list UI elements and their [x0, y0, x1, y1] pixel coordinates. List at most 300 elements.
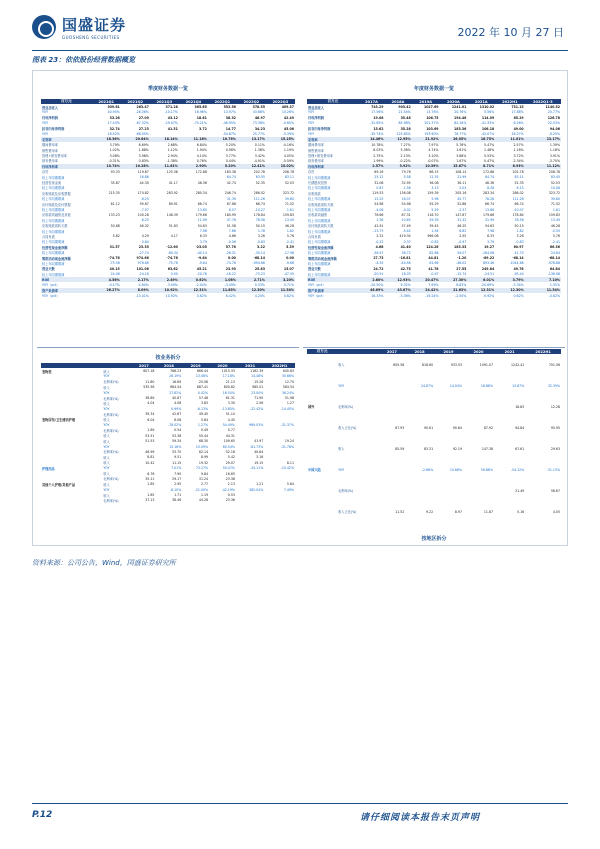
- table-cell: 286.02: [512, 191, 524, 196]
- table-cell: [92, 293, 121, 298]
- table-cell: 2.57%: [513, 142, 524, 147]
- row-label: 销售费用率: [42, 148, 58, 153]
- quarterly-panel: [37, 75, 299, 345]
- table-cell: 0.62%: [283, 293, 294, 298]
- table-cell: -2.41: [285, 239, 294, 244]
- row-label: 较上年同期增减: [42, 261, 65, 266]
- table-cell: 90.61: [423, 425, 434, 430]
- table-cell: 172.88: [195, 169, 207, 174]
- table-cell: -7.57: [140, 207, 149, 212]
- table-cell: -75.76: [167, 261, 178, 266]
- table-cell: 18.14%: [150, 137, 179, 142]
- column-header: 2021Q2: [121, 99, 150, 104]
- table-cell: 16.52%: [107, 132, 120, 137]
- table-cell: -16.22: [225, 272, 236, 277]
- row-label: 资产负债率: [41, 288, 92, 293]
- row-label: YOY: [308, 132, 315, 137]
- table-cell: 49.45: [198, 412, 209, 417]
- table-cell: 46.28: [284, 223, 294, 228]
- table-cell: 116.70: [427, 212, 439, 217]
- table-cell: 5.36%: [400, 148, 411, 153]
- table-cell: 11.01%: [495, 137, 524, 142]
- table-cell: -34.11%: [249, 466, 264, 471]
- table-cell: 1.21: [256, 482, 264, 487]
- table-cell: 249.84: [481, 266, 495, 271]
- table-cell: -16.81: [399, 256, 411, 261]
- table-cell: 54.63: [197, 223, 207, 228]
- table-cell: 21.49: [515, 488, 525, 493]
- row-label: 较上年同期增减: [42, 175, 65, 180]
- row-label: YOY: [308, 121, 315, 126]
- table-cell: -46.02: [456, 261, 467, 266]
- table-cell: -3.09%: [166, 282, 178, 287]
- row-label: 存货: [42, 170, 49, 175]
- annual-panel: [303, 75, 565, 345]
- table-cell: 12.95%: [384, 137, 411, 142]
- table-row: [41, 498, 295, 503]
- table-cell: 21.54%: [398, 110, 411, 115]
- table-cell: 1.61: [286, 207, 294, 212]
- row-label: 较上年同期增减: [42, 218, 65, 223]
- table-cell: 92.19: [452, 446, 462, 451]
- table-cell: -40.14: [196, 250, 207, 255]
- table-cell: 78.56: [255, 218, 265, 223]
- table-cell: 11.85%: [208, 288, 237, 293]
- table-cell: 9.84: [200, 471, 209, 476]
- metric-label: 毛利率(%): [103, 396, 119, 401]
- table-cell: 54.98: [401, 202, 411, 207]
- table-cell: -3.70%: [548, 158, 560, 163]
- row-label: 较上年同期增减: [308, 251, 331, 256]
- table-cell: 1310.02: [479, 105, 495, 110]
- table-cell: 90.84: [452, 425, 462, 430]
- table-cell: 76.66: [374, 212, 384, 217]
- table-cell: 40.15: [109, 266, 120, 271]
- table-cell: 52.03: [284, 180, 294, 185]
- table-cell: 61.31: [225, 396, 235, 401]
- row-label: 较上年同期增减: [308, 218, 331, 223]
- table-cell: 67.68: [226, 202, 236, 207]
- table-cell: 3.79: [199, 239, 207, 244]
- row-label: 财务费用率: [308, 159, 324, 164]
- table-cell: 193.90%: [424, 132, 439, 137]
- table-cell: 24.06: [110, 272, 120, 277]
- table-cell: -2.50%: [455, 293, 467, 298]
- table-cell: -15.74: [456, 272, 467, 277]
- table-cell: 309.61: [107, 105, 120, 110]
- metric-label: 收入: [103, 401, 110, 406]
- metric-label: 收入: [103, 493, 110, 498]
- metric-label: YOY: [103, 487, 110, 492]
- table-cell: -35.14: [254, 250, 265, 255]
- column-header: 2021Q3: [150, 99, 179, 104]
- table-cell: 18.03: [401, 272, 411, 277]
- table-row: [307, 501, 561, 522]
- table-cell: 9.51: [174, 455, 182, 460]
- metric-label: 毛利率(%): [338, 405, 354, 410]
- table-cell: 60.54%: [222, 444, 235, 449]
- table-cell: 6.76: [147, 471, 155, 476]
- table-cell: 903.42: [398, 105, 411, 110]
- company-logo: [32, 14, 126, 40]
- table-cell: -68.14: [512, 256, 524, 261]
- table-cell: 119.67: [137, 169, 149, 174]
- table-cell: 26.19%: [169, 374, 182, 379]
- table-cell: -9.66: [285, 261, 294, 266]
- table-cell: 553.56: [223, 105, 236, 110]
- row-label: 扣非归母净利润: [42, 127, 65, 132]
- table-cell: 57.76: [225, 245, 236, 250]
- row-label: 较上年同期增减: [42, 240, 65, 245]
- table-cell: 27.30%: [440, 277, 468, 282]
- region-panel: [303, 349, 565, 543]
- footer-divider: [32, 803, 568, 804]
- table-cell: [463, 396, 494, 417]
- table-cell: [236, 498, 264, 503]
- table-cell: 1.85: [147, 493, 155, 498]
- table-cell: 1.82: [286, 229, 294, 234]
- metric-label: 收入: [103, 369, 110, 374]
- segment-label: [41, 498, 102, 503]
- table-cell: 966.08: [427, 234, 439, 239]
- table-cell: 11.54%: [525, 288, 561, 293]
- table-cell: -54.12%: [510, 467, 525, 472]
- metric-label: 毛利率(%): [103, 380, 119, 385]
- table-cell: -66.05%: [135, 132, 149, 137]
- table-cell: -2.34%: [512, 158, 524, 163]
- table-cell: 52.03: [550, 180, 560, 185]
- table-cell: 283.34: [483, 191, 495, 196]
- table-cell: 78.56: [514, 218, 524, 223]
- quarterly-table: [41, 99, 295, 298]
- table-cell: 6.57: [228, 207, 236, 212]
- table-cell: 371.28: [165, 105, 178, 110]
- table-cell: 8.97: [454, 509, 462, 514]
- table-cell: -0.07%: [427, 158, 439, 163]
- table-cell: 21.13: [225, 379, 235, 384]
- table-cell: 46.36: [197, 180, 207, 185]
- table-cell: 52.88: [457, 202, 467, 207]
- table-cell: 119.53: [372, 191, 384, 196]
- table-cell: 63.55: [255, 175, 265, 180]
- table-cell: 29.39: [429, 218, 439, 223]
- table-cell: 3.79%: [109, 142, 120, 147]
- table-cell: 13.76%: [426, 110, 439, 115]
- table-cell: 13.49: [284, 218, 294, 223]
- table-cell: 323.72: [282, 191, 294, 196]
- table-cell: 731.15: [511, 105, 524, 110]
- table-cell: 12.30%: [495, 288, 524, 293]
- segment-label: 宠物垫: [42, 369, 52, 374]
- table-cell: 15.02%: [266, 164, 295, 169]
- table-cell: 26.05%: [440, 137, 468, 142]
- annual-table: [307, 99, 561, 298]
- table-cell: -13.41%: [135, 293, 149, 298]
- column-header: 百万元: [307, 349, 337, 354]
- table-cell: -78.02%: [167, 422, 182, 427]
- table-cell: 18.83: [515, 404, 525, 409]
- table-cell: 50.15: [255, 223, 265, 228]
- table-cell: 1.35%: [549, 282, 560, 287]
- table-cell: 16.50%: [222, 390, 235, 395]
- table-cell: 208.78: [282, 169, 294, 174]
- table-cell: 2.56: [256, 401, 264, 406]
- table-cell: 1.94%: [196, 148, 207, 153]
- table-cell: 111.26: [253, 196, 265, 201]
- table-cell: 1.71: [174, 493, 182, 498]
- table-cell: 1140.52: [545, 105, 560, 110]
- table-cell: 0.47%: [484, 158, 495, 163]
- table-cell: 3.30: [227, 401, 235, 406]
- table-cell: -2.04%: [195, 282, 207, 287]
- logo-name: 国盛证券: [62, 16, 127, 34]
- row-label: 归母净利润: [308, 116, 324, 121]
- table-cell: 46.99: [145, 449, 155, 454]
- table-cell: 10.66%: [449, 467, 462, 472]
- table-cell: 71.52: [550, 202, 560, 207]
- table-cell: 1.67%: [456, 158, 467, 163]
- table-cell: 44.30: [139, 180, 149, 185]
- segment-label: [307, 375, 337, 396]
- table-cell: 64.74: [485, 175, 495, 180]
- table-cell: 79.76: [401, 169, 411, 174]
- table-cell: -6.25: [140, 196, 149, 201]
- table-cell: 2.31: [376, 234, 384, 239]
- table-cell: 43.12: [167, 115, 178, 120]
- table-cell: 2.68%: [167, 142, 178, 147]
- metric-label: 毛利率(%): [103, 428, 119, 433]
- table-cell: 52.35: [255, 180, 265, 185]
- table-cell: -0.83: [256, 239, 265, 244]
- table-cell: 3.79: [487, 239, 495, 244]
- table-cell: 743.29: [371, 105, 384, 110]
- table-cell: 159.83: [282, 212, 294, 217]
- metric-label: 收入: [103, 455, 110, 460]
- table-cell: 27.55: [456, 266, 467, 271]
- row-label: YOY: [42, 132, 49, 137]
- table-cell: 10.92%: [150, 288, 179, 293]
- table-cell: 31.57: [109, 245, 120, 250]
- column-header: 2021Q1: [92, 99, 121, 104]
- table-cell: 50.47%: [222, 466, 235, 471]
- table-cell: 29.63: [550, 446, 560, 451]
- table-cell: -0.22: [375, 239, 384, 244]
- table-cell: 1015.33: [221, 369, 235, 374]
- metric-label: 收入: [103, 439, 110, 444]
- table-cell: 13.87%: [512, 383, 525, 388]
- panel-divider: [37, 347, 299, 348]
- table-cell: 0.00: [228, 256, 236, 261]
- table-cell: 16.75%: [467, 137, 495, 142]
- table-cell: [378, 459, 405, 480]
- table-cell: 1242.41: [511, 362, 525, 367]
- table-cell: 12.41%: [237, 164, 266, 169]
- table-cell: 5.39: [286, 245, 294, 250]
- table-cell: 32.08: [374, 180, 384, 185]
- table-cell: -46.95%: [222, 121, 236, 126]
- table-cell: -2.41: [551, 239, 560, 244]
- row-label: 合同负债: [42, 234, 55, 239]
- table-cell: 65.29: [513, 115, 524, 120]
- table-cell: 35.87: [110, 180, 120, 185]
- table-cell: 183.36: [454, 126, 467, 131]
- table-cell: 20.76%: [454, 110, 467, 115]
- table-cell: 36.08: [429, 180, 439, 185]
- table-cell: 246.74: [224, 191, 236, 196]
- table-cell: 6.69%: [138, 142, 149, 147]
- column-header: 2021: [494, 349, 525, 354]
- table-cell: 3.08%: [109, 153, 120, 158]
- table-cell: 5.56%: [484, 110, 495, 115]
- row-label: 应付账款周转天数: [308, 224, 334, 229]
- table-cell: -164.06: [481, 250, 495, 255]
- table-cell: 15.07: [283, 266, 294, 271]
- table-cell: 51.83: [168, 223, 178, 228]
- column-header: 2017: [132, 363, 155, 368]
- table-cell: -3.49%: [224, 282, 236, 287]
- quarterly-title: 季度财务数据一览: [147, 86, 188, 92]
- table-cell: -4.06: [375, 207, 384, 212]
- table-cell: 38.46: [172, 498, 182, 503]
- table-cell: 2.13: [227, 482, 235, 487]
- table-cell: 11.54%: [266, 288, 295, 293]
- table-cell: -42.19%: [221, 487, 235, 492]
- table-cell: 9.32%: [400, 282, 411, 287]
- table-cell: 6.01%: [467, 277, 495, 282]
- table-cell: 1.99%: [373, 158, 384, 163]
- metric-label: 毛利率(%): [103, 477, 119, 482]
- metric-label: 收入: [103, 482, 110, 487]
- table-cell: 61.12: [110, 202, 120, 207]
- metric-label: 毛利率(%): [103, 412, 119, 417]
- table-cell: -32.65%: [370, 121, 384, 126]
- table-cell: 18.36%: [92, 137, 121, 142]
- table-cell: 60.97: [513, 245, 524, 250]
- table-cell: 2.55: [459, 234, 467, 239]
- table-cell: -17.98: [283, 250, 294, 255]
- table-cell: 1162.39: [250, 369, 264, 374]
- table-cell: -20.91: [373, 272, 384, 277]
- table-cell: 4.04: [147, 401, 155, 406]
- table-cell: 45.21: [196, 266, 207, 271]
- table-cell: 21.92%: [412, 137, 440, 142]
- table-cell: 59.88%: [480, 467, 493, 472]
- table-cell: 83.11: [514, 175, 524, 180]
- table-cell: 83.31: [423, 446, 434, 451]
- row-label: 归母净利率: [307, 164, 359, 169]
- table-cell: 8.11: [286, 460, 294, 465]
- column-header: 2018A: [384, 99, 411, 104]
- table-cell: 818.60: [421, 362, 434, 367]
- table-cell: 180.99: [224, 212, 236, 217]
- table-cell: -0.83: [430, 239, 439, 244]
- table-cell: 3.20%: [266, 277, 295, 282]
- table-cell: 18.61: [196, 115, 207, 120]
- table-cell: 15.25%: [266, 137, 295, 142]
- table-cell: 42.75: [400, 266, 411, 271]
- table-cell: 607.18: [143, 369, 155, 374]
- table-cell: -44.56: [400, 261, 411, 266]
- table-cell: 12.31%: [179, 288, 208, 293]
- metric-label: 收入: [103, 434, 110, 439]
- row-label: 资产负债率: [307, 288, 359, 293]
- table-cell: 30.66%: [281, 374, 294, 379]
- metric-label: 毛利率(%): [103, 450, 119, 455]
- logo-english: GUOSHENG SECURITIES: [62, 35, 120, 40]
- column-header: 2020: [463, 349, 494, 354]
- header-divider: [32, 50, 568, 51]
- table-cell: 16.65: [225, 471, 235, 476]
- table-cell: 32.95: [401, 180, 411, 185]
- table-cell: 6.84%: [196, 142, 207, 147]
- table-cell: 687.41: [196, 385, 209, 390]
- table-cell: 208.78: [548, 169, 560, 174]
- table-cell: 12.25: [374, 196, 384, 201]
- table-cell: 86.15: [429, 169, 439, 174]
- table-cell: 2.90%: [179, 164, 208, 169]
- table-cell: 194.46: [454, 115, 467, 120]
- table-cell: 51.98: [284, 396, 294, 401]
- metric-label: 收入: [338, 363, 345, 368]
- table-cell: 7.69%: [428, 282, 439, 287]
- table-cell: 0.11%: [254, 142, 265, 147]
- table-cell: -95.44: [513, 272, 524, 277]
- column-header: 2021: [236, 363, 264, 368]
- table-cell: 7.98: [487, 229, 495, 234]
- table-cell: -4.91%: [253, 158, 265, 163]
- table-cell: 12.93%: [384, 277, 411, 282]
- business-panel: [37, 349, 299, 543]
- table-cell: -16.27%: [510, 132, 524, 137]
- table-cell: 62.14: [198, 449, 209, 454]
- table-cell: 29.17: [172, 476, 182, 481]
- table-cell: 3.22: [257, 245, 265, 250]
- column-header: 百万元: [41, 99, 92, 104]
- metric-label: 收入: [103, 472, 110, 476]
- table-cell: -20.69%: [480, 282, 495, 287]
- table-cell: 584.54: [282, 385, 294, 390]
- table-cell: 976.66: [137, 261, 149, 266]
- table-cell: 15.16%: [169, 444, 182, 449]
- row-label: 经营性现金流: [42, 181, 62, 186]
- table-cell: 49.00: [513, 126, 524, 131]
- table-cell: -20.76: [196, 272, 207, 277]
- table-cell: -2.66%: [421, 467, 434, 472]
- table-cell: -6.25: [140, 218, 149, 223]
- table-cell: 3.91%: [549, 153, 560, 158]
- table-cell: 5.47%: [484, 142, 495, 147]
- row-label: 归母净利率: [41, 164, 92, 169]
- column-header: 2022Q2: [237, 99, 266, 104]
- table-cell: 12.28: [550, 404, 560, 409]
- table-cell: 280.34: [195, 191, 207, 196]
- table-cell: 5.84: [286, 482, 294, 487]
- table-cell: 55.44: [198, 433, 209, 438]
- table-cell: 3.26: [257, 234, 265, 239]
- row-label: 较上年同期增减: [308, 175, 331, 180]
- table-cell: [434, 480, 463, 501]
- table-cell: 22.53%: [547, 121, 560, 126]
- row-label: 应收账款周转天数: [42, 224, 68, 229]
- column-header: 2018: [405, 349, 434, 354]
- table-cell: 53.51: [145, 433, 155, 438]
- row-label: 合同负债: [308, 234, 321, 239]
- table-cell: -19.24%: [425, 293, 439, 298]
- row-label: 管理+研发费用率: [308, 154, 333, 159]
- table-row: [307, 459, 561, 480]
- table-cell: 133.23: [108, 212, 120, 217]
- metric-label: 收入: [103, 461, 110, 466]
